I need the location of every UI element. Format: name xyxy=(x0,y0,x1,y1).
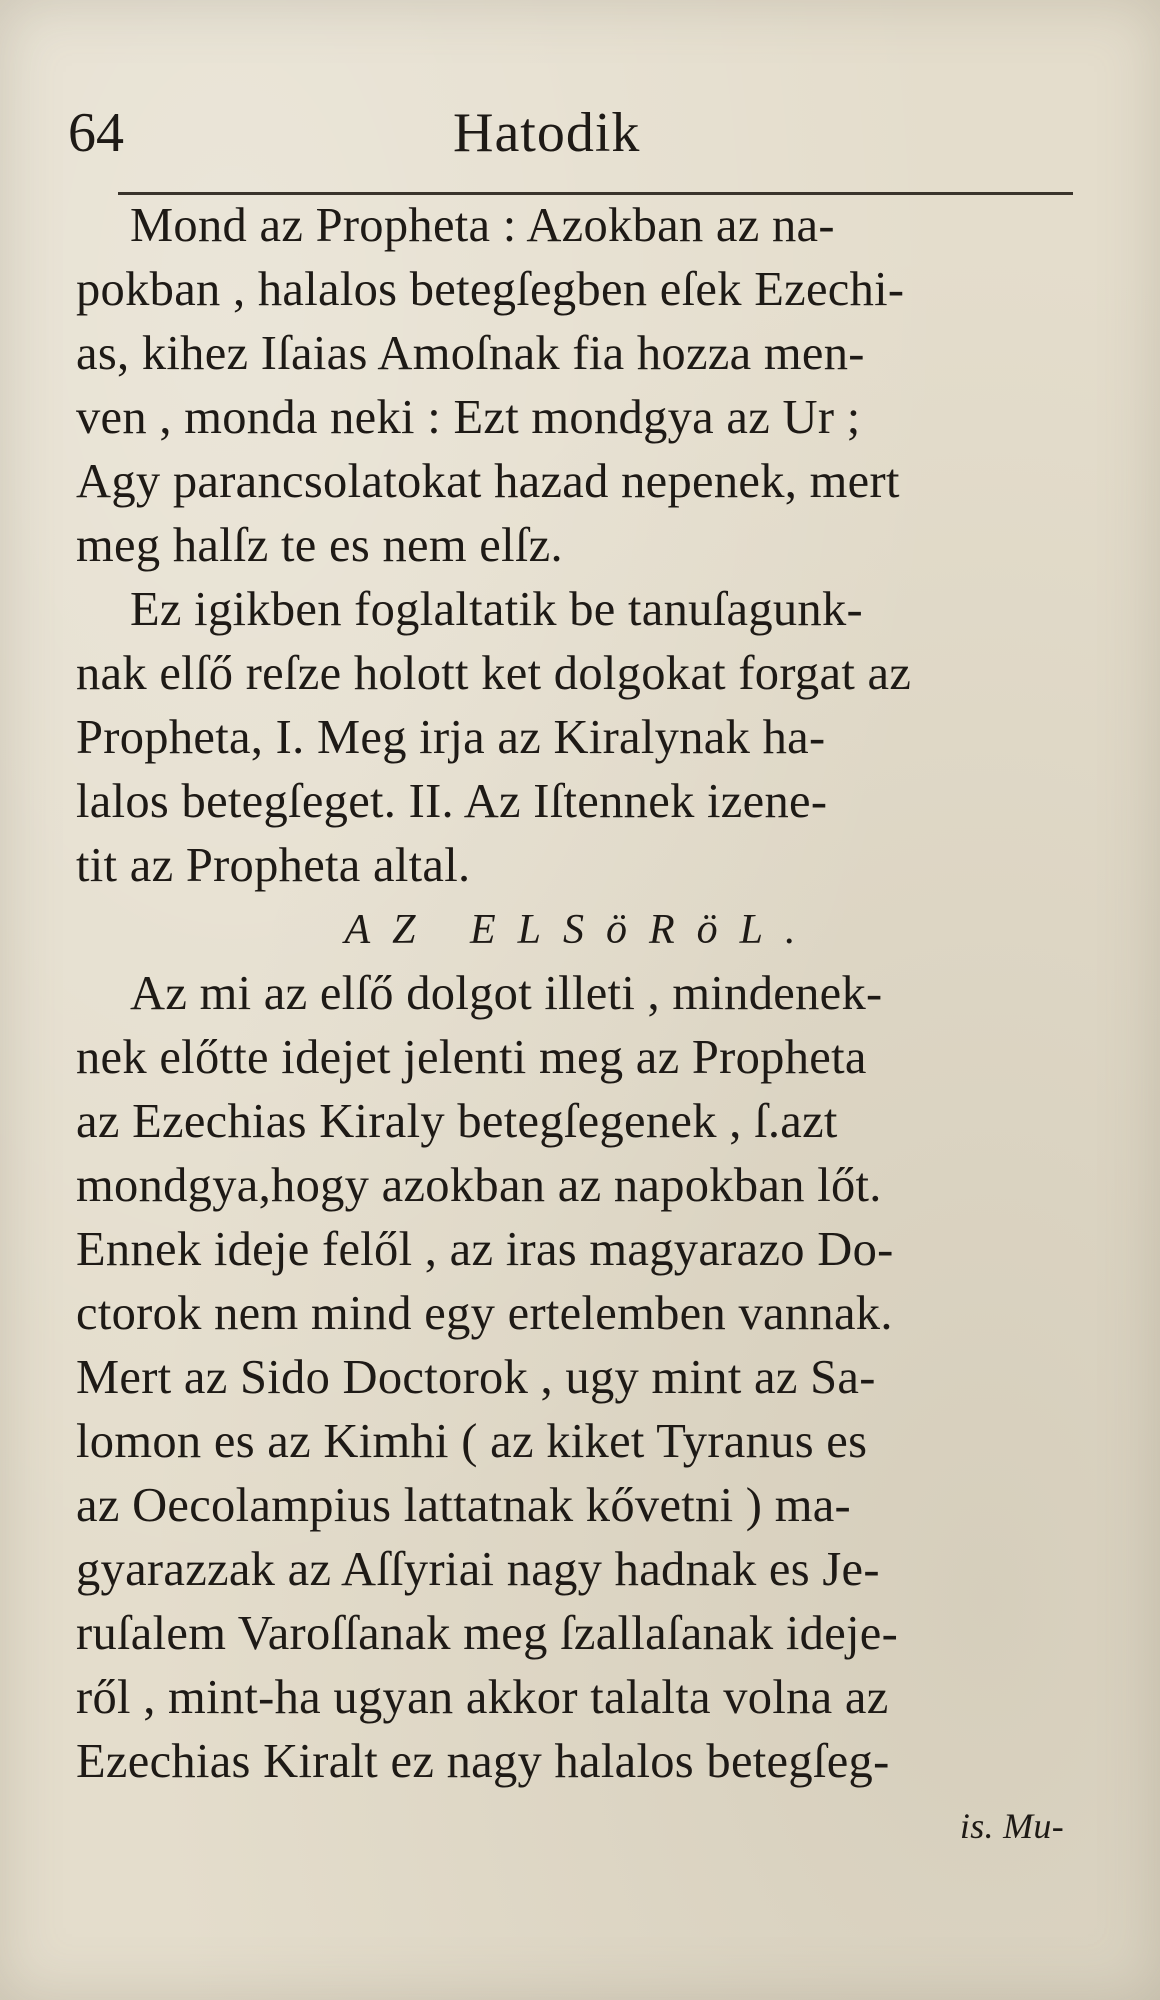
text-line: ctorok nem mind egy ertelemben vannak. xyxy=(76,1287,893,1340)
text-line: ről , mint-ha ugyan akkor talalta volna az xyxy=(76,1671,889,1724)
text-line: Agy parancsolatokat hazad nepenek, mert xyxy=(76,455,900,508)
text-line: pokban , halalos betegſegben eſek Ezechi- xyxy=(76,263,905,316)
text-line: tit az Propheta altal. xyxy=(76,839,471,892)
text-line: az Ezechias Kiraly betegſegenek , ſ.azt xyxy=(76,1095,838,1148)
running-title: Hatodik xyxy=(453,102,641,164)
text-line: Propheta, I. Meg irja az Kiralynak ha- xyxy=(76,711,826,764)
text-line: as, kihez Iſaias Amoſnak fia hozza men- xyxy=(76,327,865,380)
text-line: mondgya,hogy azokban az napokban lőt. xyxy=(76,1159,882,1212)
text-line: nek előtte idejet jelenti meg az Propheta xyxy=(76,1031,867,1084)
text-line: ruſalem Varoſſanak meg ſzallaſanak ideje- xyxy=(76,1607,899,1660)
text-line: lomon es az Kimhi ( az kiket Tyranus es xyxy=(76,1415,868,1468)
text-line: nak elſő reſze holott ket dolgokat forgat az xyxy=(76,647,912,700)
text-line: Ennek ideje felől , az iras magyarazo Do- xyxy=(76,1223,894,1276)
section-heading: AZ ELSöRöL. xyxy=(344,907,818,953)
text-line: Az mi az elſő dolgot illeti , mindenek- xyxy=(130,967,883,1020)
text-line: meg halſz te es nem elſz. xyxy=(76,519,563,572)
text-line: Ezechias Kiralt ez nagy halalos betegſeg- xyxy=(76,1735,890,1788)
text-line: ven , monda neki : Ezt mondgya az Ur ; xyxy=(76,391,861,444)
text-line: az Oecolampius lattatnak kővetni ) ma- xyxy=(76,1479,851,1532)
running-head xyxy=(68,100,1068,170)
text-line: gyarazzak az Aſſyriai nagy hadnak es Je- xyxy=(76,1543,880,1596)
body-text xyxy=(76,194,1076,1858)
catchword: is. Mu- xyxy=(959,1806,1064,1846)
text-line: Ez igikben foglaltatik be tanuſagunk- xyxy=(130,583,863,636)
text-line: Mert az Sido Doctorok , ugy mint az Sa- xyxy=(76,1351,876,1404)
text-line: Mond az Propheta : Azokban az na- xyxy=(130,199,835,252)
text-line: lalos betegſeget. II. Az Iſtennek izene- xyxy=(76,775,828,828)
page-number: 64 xyxy=(68,102,124,164)
